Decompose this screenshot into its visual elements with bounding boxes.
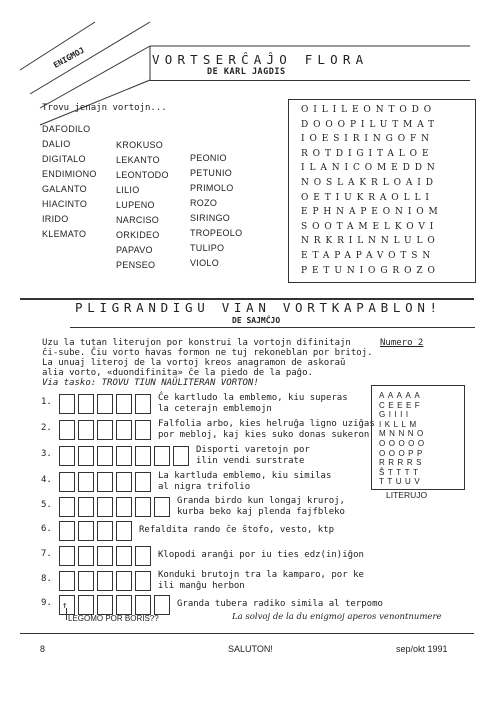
puzzle2-author: DE SAJMĈJO [232,316,281,325]
answer-boxes [59,521,135,541]
clue-line: por mebloj, kaj kies suko donas sukeron [158,430,370,440]
answer-box[interactable] [59,497,75,517]
word-list-item: DAFODILO [42,124,91,134]
answer-box[interactable] [78,595,94,615]
literujo-row: GIIII [379,410,412,420]
grid-row: OETIUKRAOLLI [301,192,434,203]
word-list-item: ORKIDEO [116,230,160,240]
puzzle1-author: DE KARL JAGDIS [207,67,286,77]
word-list-item: TROPEOLO [190,228,243,238]
answer-box[interactable] [97,472,113,492]
answer-boxes [59,420,154,440]
answer-box[interactable] [116,420,132,440]
clue-line: ilin vendi surstrate [196,456,305,466]
title-rule [70,327,475,328]
grid-row: OILILEONTODO [301,105,437,115]
answer-box[interactable] [78,521,94,541]
grid-row: IOESIRINGOFN [301,134,434,145]
answer-box[interactable] [97,571,113,591]
literujo-label: LITERUJO [386,490,428,500]
clue-number: 2. [41,423,52,433]
instruction-line: La unuaj literoj de la vortoj kreos anagramon de askoraŭ [42,358,346,368]
answer-box[interactable] [59,420,75,440]
literujo-row: IKLLM [379,419,420,429]
puzzle1-intro: Trovu jenajn vortojn... [42,103,167,113]
clue-text [139,525,334,536]
answer-box[interactable] [59,546,75,566]
word-list-item: KLEMATO [42,229,87,239]
title-rule [150,80,470,81]
clue-text [158,550,364,561]
answer-box[interactable] [154,497,170,517]
clue-line: al nigra trifolio [158,482,251,492]
word-list-item: IRIDO [42,214,69,224]
clue-text [158,570,364,592]
clue-line: Konduki brutojn tra la kamparo, por ke [158,570,364,580]
word-list-item: GALANTO [42,184,87,194]
word-list-item: KROKUSO [116,140,164,150]
solutions-note: La solvoj de la du enigmoj aperos venontnumere [232,612,442,622]
answer-box[interactable] [97,394,113,414]
answer-box[interactable] [154,446,170,466]
answer-boxes [59,546,154,566]
word-list-item: LEKANTO [116,155,160,165]
clue-number: 3. [41,449,52,459]
instruction-line: alia vorto, «duondifinita» ĉe la piedo de la paĝo. [42,368,313,378]
instruction-line: Uzu la tutan literujon por konstrui la vortojn difinitajn [42,338,351,348]
clue-number: 4. [41,475,52,485]
instruction-line: Via tasko: TROVU TIUN NAŬLITERAN VORTON! [42,378,259,388]
page-number: 8 [40,644,46,654]
clue-text [158,419,375,441]
answer-box[interactable] [116,394,132,414]
answer-box[interactable] [116,446,132,466]
literujo-box [371,385,465,490]
answer-boxes [59,595,173,615]
answer-boxes [59,497,173,517]
answer-box[interactable] [78,394,94,414]
answer-box[interactable] [78,571,94,591]
word-list-item: HIACINTO [42,199,88,209]
answer-box[interactable] [135,472,151,492]
literujo-row: MNNNO [379,429,427,439]
word-list-item: LEONTODO [116,170,169,180]
answer-box[interactable] [59,472,75,492]
grid-row: SOOTAMELKOVI [301,221,439,232]
answer-box[interactable] [135,394,151,414]
answer-box[interactable] [59,446,75,466]
word-list-item: ENDIMIONO [42,169,97,179]
answer-box[interactable] [97,595,113,615]
answer-box[interactable] [78,420,94,440]
word-list-item: PENSEO [116,260,156,270]
clue-line: Falfolia arbo, kies helruĝa ligno uziĝas [158,419,375,429]
grid-row: NRKRILNNLULO [301,236,440,247]
word-list-item: NARCISO [116,215,160,225]
clue-number: 8. [41,574,52,584]
clue-text [177,496,345,518]
answer-box[interactable] [135,420,151,440]
grid-row: DOOOPILUTMAT [301,119,440,130]
answer-box[interactable] [78,497,94,517]
clue-number: 5. [41,500,52,510]
enigmoj-badge: ENIGMOJ [52,45,86,70]
clue-line: Granda birdo kun longaj kruroj, [177,496,345,506]
arrow-up-icon: ↑ [62,601,68,611]
clue-text [177,599,383,610]
answer-box[interactable] [78,472,94,492]
clue-line: La kartluda emblemo, kiu similas [158,471,332,481]
clue-line: kurba beko kaj plenda fajfbleko [177,507,345,517]
answer-box[interactable] [97,446,113,466]
clue-text [158,471,331,493]
literujo-row: CEEEF [379,400,424,410]
clue-number: 1. [41,397,52,407]
answer-box[interactable] [97,497,113,517]
answer-boxes [59,394,154,414]
grid-row: EPHNAPEONIOM [301,207,443,218]
answer-box[interactable] [135,546,151,566]
magazine-name: SALUTON! [228,644,273,654]
answer-box[interactable] [116,595,132,615]
grid-row: NOSLAKRLOAID [301,178,438,188]
word-list-item: SIRINGO [190,213,231,223]
footer-rule [20,633,474,634]
answer-box[interactable] [78,546,94,566]
literujo-row: ŜTTTT [379,467,422,477]
issue-date: sep/okt 1991 [396,644,448,654]
legomo-note: LEGOMO POR BORIS?? [68,614,159,623]
word-list-item: VIOLO [190,258,220,268]
clue-line: ili manĝu herbon [158,581,245,591]
answer-box[interactable] [135,595,151,615]
word-list-item: ROZO [190,198,218,208]
answer-box[interactable] [59,521,75,541]
answer-box[interactable] [173,446,189,466]
clue-number: 6. [41,524,52,534]
literujo-row: RRRRS [379,458,425,468]
literujo-row: TTUUV [379,477,424,487]
clue-text [158,393,348,415]
clue-number: 7. [41,549,52,559]
word-list-item: PEONIO [190,153,227,163]
clue-line: Granda tubera radiko simila al terpomo [177,599,383,609]
word-list-item: DIGITALO [42,154,86,164]
answer-box[interactable] [116,546,132,566]
answer-box[interactable] [116,521,132,541]
word-search-grid [288,99,476,283]
answer-box[interactable] [135,571,151,591]
answer-box[interactable] [135,446,151,466]
puzzle1-title: VORTSERĈAĴO FLORA [152,52,369,67]
answer-box[interactable] [116,472,132,492]
grid-row: PETUNIOGROZO [301,265,440,276]
answer-boxes [59,446,192,466]
puzzle2-title: PLIGRANDIGU VIAN VORTKAPABLON! [75,300,442,315]
answer-boxes [59,571,154,591]
answer-box[interactable] [78,446,94,466]
word-list-item: PETUNIO [190,168,233,178]
word-list-item: LUPENO [116,200,155,210]
word-list-item: LILIO [116,185,140,195]
answer-box[interactable] [59,571,75,591]
clue-line: la ceterajn emblemojn [158,404,272,414]
answer-box[interactable] [154,595,170,615]
word-list-item: PAPAVO [116,245,153,255]
grid-row: ROTDIGITALOE [301,148,434,159]
literujo-row: OOOOO [379,439,428,448]
answer-box[interactable] [97,420,113,440]
clue-number: 9. [41,598,52,608]
puzzle-number: Numero 2 [380,338,424,348]
literujo-row: AAAAA [379,391,424,400]
word-list-item: TULIPO [190,243,225,253]
literujo-row: OOOPP [379,448,426,458]
answer-box[interactable] [97,546,113,566]
clue-line: Ĉe kartludo la emblemo, kiu superas [158,393,348,403]
answer-boxes [59,472,154,492]
answer-box[interactable] [97,521,113,541]
answer-box[interactable] [59,394,75,414]
clue-line: Refaldita rando ĉe ŝtofo, vesto, ktp [139,525,335,535]
answer-box[interactable] [135,497,151,517]
answer-box[interactable] [116,497,132,517]
clue-line: Disporti varetojn por [196,445,310,455]
grid-row: ILANICOMEDDN [301,163,440,174]
grid-row: ETAPAPAVOTSN [301,251,436,261]
word-list-item: PRIMOLO [190,183,234,193]
word-list-item: DALIO [42,139,71,149]
clue-text [196,445,310,467]
answer-box[interactable] [116,571,132,591]
instruction-line: ĉi-sube. Ĉiu vorto havas formon ne tuj rekoneblan por britoj. [42,348,373,358]
clue-line: Klopodi aranĝi por iu ties edz(in)iĝon [158,550,364,560]
